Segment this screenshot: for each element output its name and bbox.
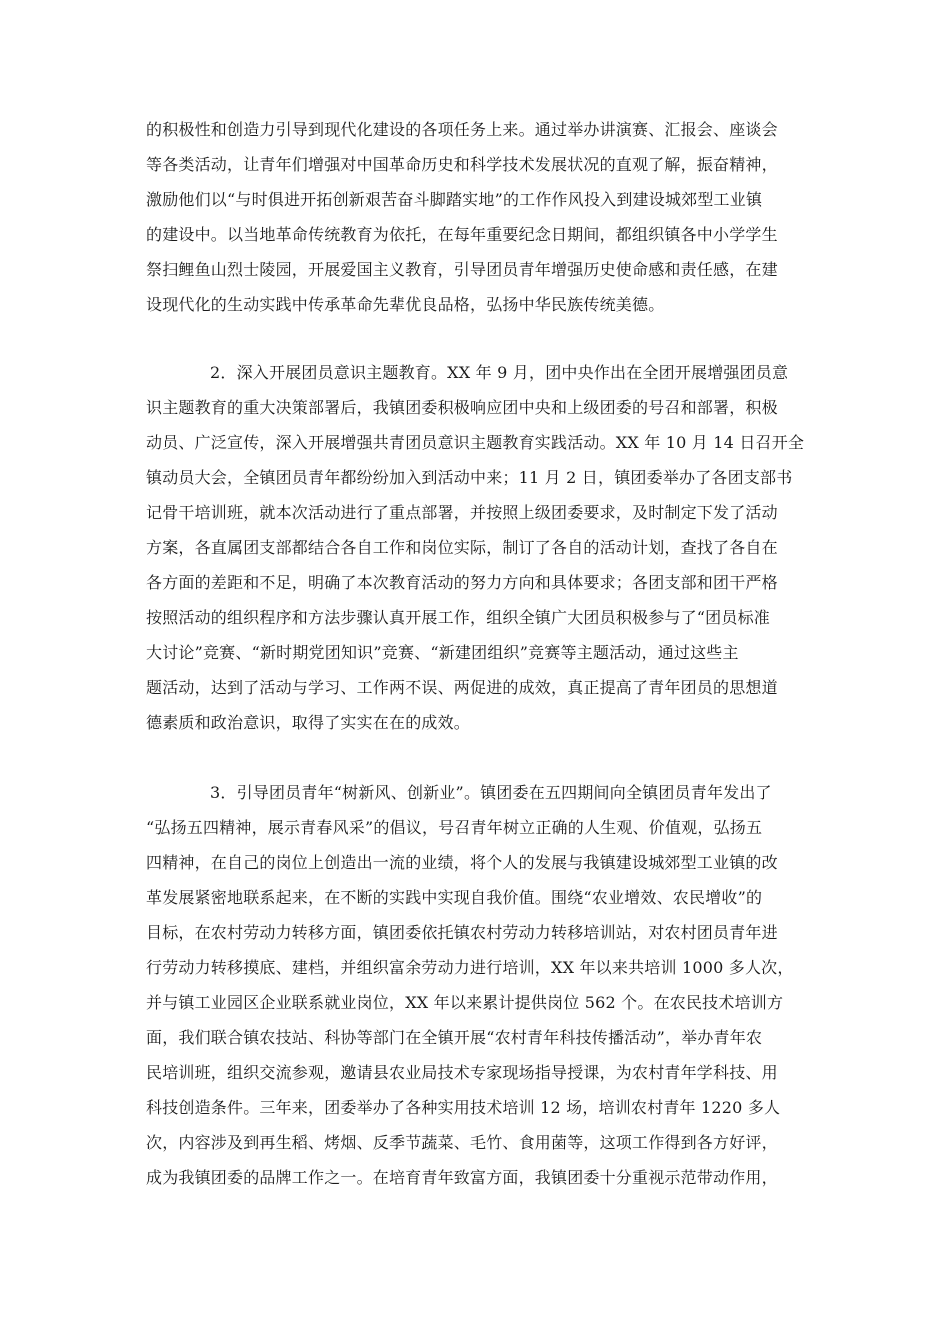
text-line: 民培训班，组织交流参观，邀请县农业局技术专家现场指导授课，为农村青年学科技、用 — [146, 1063, 778, 1082]
text-line: 识主题教育的重大决策部署后，我镇团委积极响应团中央和上级团委的号召和部署，积极 — [146, 398, 778, 417]
text-line: 方案，各直属团支部都结合各自工作和岗位实际，制订了各自的活动计划，查找了各自在 — [146, 538, 778, 557]
text-line: 的建设中。以当地革命传统教育为依托，在每年重要纪念日期间，都组织镇各中小学学生 — [146, 225, 778, 244]
text-line: 科技创造条件。三年来，团委举办了各种实用技术培训 12 场，培训农村青年 1220 多人 — [146, 1098, 781, 1117]
text-line: 记骨干培训班，就本次活动进行了重点部署，并按照上级团委要求，及时制定下发了活动 — [146, 503, 778, 522]
text-line: 设现代化的生动实践中传承革命先辈优良品格，弘扬中华民族传统美德。 — [146, 295, 665, 314]
text-line: 面，我们联合镇农技站、科协等部门在全镇开展“农村青年科技传播活动”，举办青年农 — [146, 1028, 763, 1047]
text-line: 行劳动力转移摸底、建档，并组织富余劳动力进行培训，XX 年以来共培训 1000 多人次， — [146, 958, 794, 977]
text-line: 大讨论”竞赛、“新时期党团知识”竞赛、“新建团组织”竞赛等主题活动，通过这些主 — [146, 643, 739, 662]
text-line: 革发展紧密地联系起来，在不断的实践中实现自我价值。围绕“农业增效、农民增收”的 — [146, 888, 763, 907]
text-line: 题活动，达到了活动与学习、工作两不误、两促进的成效，真正提高了青年团员的思想道 — [146, 678, 778, 697]
text-line: 激励他们以“与时俱进开拓创新艰苦奋斗脚踏实地”的工作作风投入到建设城郊型工业镇 — [146, 190, 763, 209]
text-line: 各方面的差距和不足，明确了本次教育活动的努力方向和具体要求；各团支部和团干严格 — [146, 573, 778, 592]
text-line: 次，内容涉及到再生稻、烤烟、反季节蔬菜、毛竹、食用菌等，这项工作得到各方好评， — [146, 1133, 778, 1152]
text-line: 祭扫鲤鱼山烈士陵园，开展爱国主义教育，引导团员青年增强历史使命感和责任感，在建 — [146, 260, 778, 279]
text-line: 动员、广泛宣传，深入开展增强共青团员意识主题教育实践活动。XX 年 10 月 14 日召开全 — [146, 433, 805, 452]
text-line: 按照活动的组织程序和方法步骤认真开展工作，组织全镇广大团员积极参与了“团员标准 — [146, 608, 770, 627]
text-line: 德素质和政治意识，取得了实实在在的成效。 — [146, 713, 471, 732]
text-line: 的积极性和创造力引导到现代化建设的各项任务上来。通过举办讲演赛、汇报会、座谈会 — [146, 120, 778, 139]
text-line: 四精神，在自己的岗位上创造出一流的业绩，将个人的发展与我镇建设城郊型工业镇的改 — [146, 853, 778, 872]
text-line: 目标，在农村劳动力转移方面，镇团委依托镇农村劳动力转移培训站，对农村团员青年进 — [146, 923, 778, 942]
text-line: 等各类活动，让青年们增强对中国革命历史和科学技术发展状况的直观了解，振奋精神， — [146, 155, 778, 174]
text-line: “弘扬五四精神，展示青春风采”的倡议，号召青年树立正确的人生观、价值观，弘扬五 — [146, 818, 763, 837]
text-line: 成为我镇团委的品牌工作之一。在培育青年致富方面，我镇团委十分重视示范带动作用， — [146, 1168, 778, 1187]
text-line: 2．深入开展团员意识主题教育。XX 年 9 月，团中央作出在全团开展增强团员意 — [210, 363, 789, 382]
text-line: 并与镇工业园区企业联系就业岗位，XX 年以来累计提供岗位 562 个。在农民技术培训方 — [146, 993, 784, 1012]
text-line: 镇动员大会，全镇团员青年都纷纷加入到活动中来；11 月 2 日，镇团委举办了各团支部书 — [146, 468, 793, 487]
text-line: 3．引导团员青年“树新风、创新业”。镇团委在五四期间向全镇团员青年发出了 — [210, 783, 772, 802]
